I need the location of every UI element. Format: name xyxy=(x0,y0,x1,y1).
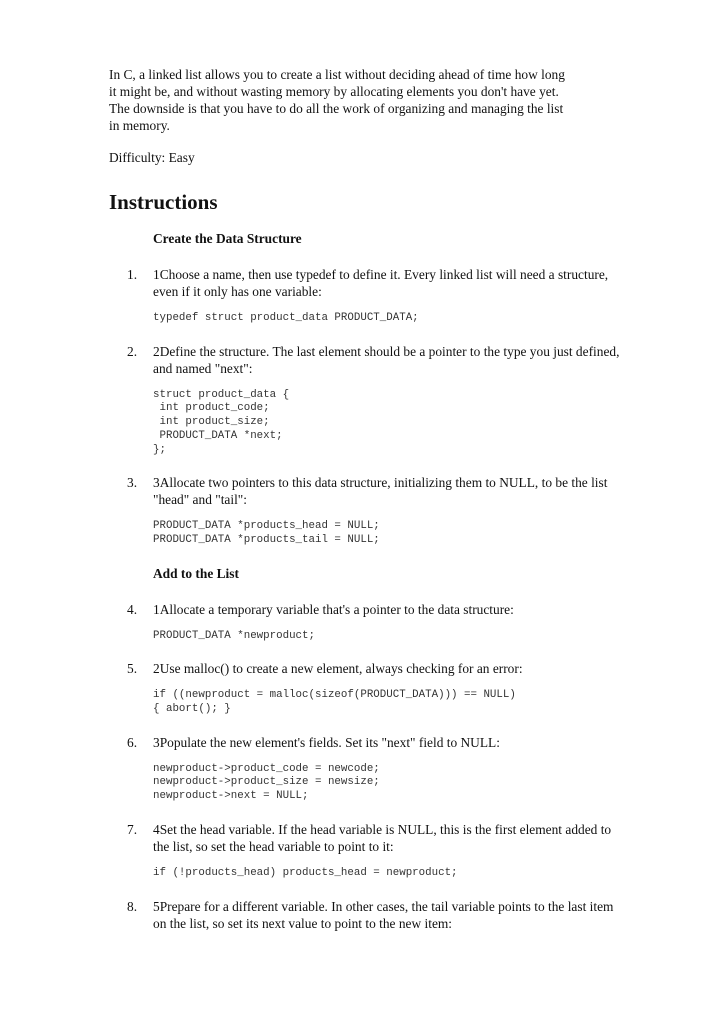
instructions-heading: Instructions xyxy=(109,190,218,214)
step-number: 1. xyxy=(127,267,138,282)
section-title-create: Create the Data Structure xyxy=(153,231,302,246)
step-item xyxy=(109,821,629,881)
difficulty-text: Difficulty: Easy xyxy=(109,150,195,165)
steps-list xyxy=(109,601,629,932)
code-block: if ((newproduct = malloc(sizeof(PRODUCT_DATA))) == NULL) { abort(); } xyxy=(153,689,516,716)
intro-line: in memory. xyxy=(109,118,170,133)
intro-line: The downside is that you have to do all the work of organizing and managing the list xyxy=(109,101,564,116)
document-page xyxy=(109,66,629,949)
step-text: 5Prepare for a different variable. In other cases, the tail variable points to the last item on the list, so set its next value to point to the new item: xyxy=(153,898,614,931)
step-item xyxy=(109,474,629,547)
step-text: 4Set the head variable. If the head variable is NULL, this is the first element added to the list, so set the head variable to point to it: xyxy=(153,821,612,854)
step-text: 3Allocate two pointers to this data structure, initializing them to NULL, to be the list "head" and "tail": xyxy=(153,475,608,508)
steps-list xyxy=(109,266,629,548)
step-text: 3Populate the new element's fields. Set its "next" field to NULL: xyxy=(153,734,500,750)
step-text: 1Allocate a temporary variable that's a pointer to the data structure: xyxy=(153,601,514,617)
step-text: 2Use malloc() to create a new element, always checking for an error: xyxy=(153,661,523,677)
step-item xyxy=(109,898,629,932)
section-title-add: Add to the List xyxy=(153,565,239,581)
step-text: 1Choose a name, then use typedef to define it. Every linked list will need a structure, even if it only has one variable: xyxy=(153,267,609,299)
step-number: 7. xyxy=(127,821,138,837)
code-block: struct product_data { int product_code; int product_size; PRODUCT_DATA *next; }; xyxy=(153,388,290,456)
step-text: 2Define the structure. The last element should be a pointer to the type you just defined, and named "next": xyxy=(153,343,620,376)
intro-block xyxy=(109,66,629,166)
step-number: 6. xyxy=(127,734,138,750)
step-number: 2. xyxy=(127,343,138,359)
code-block: PRODUCT_DATA *products_head = NULL; PRODUCT_DATA *products_tail = NULL; xyxy=(153,520,380,546)
step-number: 3. xyxy=(127,475,138,491)
code-block: typedef struct product_data PRODUCT_DATA; xyxy=(153,312,419,324)
code-block: if (!products_head) products_head = newproduct; xyxy=(153,866,458,879)
intro-line: it might be, and without wasting memory by allocating elements you don't have yet. xyxy=(109,84,559,99)
step-item xyxy=(109,266,629,326)
step-item xyxy=(109,734,629,804)
code-block: newproduct->product_code = newcode; newproduct->product_size = newsize; newproduct->next = NULL; xyxy=(153,762,380,803)
step-number: 8. xyxy=(127,898,138,914)
code-block: PRODUCT_DATA *newproduct; xyxy=(153,629,315,642)
step-number: 4. xyxy=(127,601,138,617)
step-number: 5. xyxy=(127,661,138,677)
intro-line: In C, a linked list allows you to create a list without deciding ahead of time how long xyxy=(109,67,565,82)
step-item xyxy=(109,660,629,716)
step-item xyxy=(109,343,629,458)
step-item xyxy=(109,601,629,644)
